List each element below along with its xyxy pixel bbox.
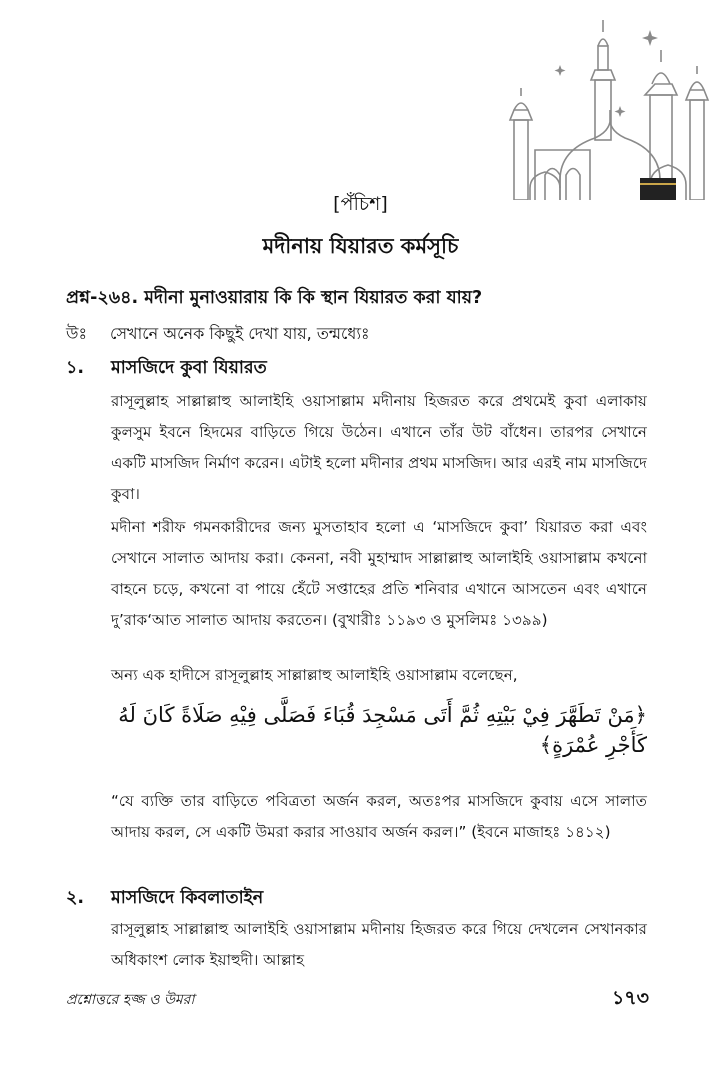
arabic-hadith: ﴿مَنْ تَطَهَّرَ فِيْ بَيْتِهِ ثُمَّ أَتَى مَسْجِدَ قُبَاءَ فَصَلَّى فِيْهِ صَلَاةً كَانَ لَهُ كَأَجْرِ عُمْرَةٍ﴾ bbox=[118, 703, 647, 757]
section-heading-1 bbox=[66, 355, 267, 384]
section-title-1: মাসজিদে কুবা যিয়ারত bbox=[111, 358, 267, 378]
section-title-2: মাসজিদে কিবলাতাইন bbox=[111, 888, 264, 908]
footer-book-title: প্রশ্নোত্তরে হজ্জ ও উমরা bbox=[66, 992, 195, 1008]
page-title: মদীনায় যিয়ারত কর্মসূচি bbox=[262, 234, 459, 258]
hadith-translation: “যে ব্যক্তি তার বাড়িতে পবিত্রতা অর্জন করল, অতঃপর মাসজিদে কুবায় এসে সালাত আদায় করল, সে একটি উমরা করার সাওয়াব অর্জন করল।” (ইবনে মাজাহঃ ১৪১২) bbox=[111, 792, 647, 841]
paragraph-4: রাসূলুল্লাহ সাল্লাল্লাহু আলাইহি ওয়াসাল্লাম মদীনায় হিজরত করে গিয়ে দেখলেন সেখানকার অধিকাংশ লোক ইয়াহুদী। আল্লাহ bbox=[111, 920, 647, 969]
mosque-illustration bbox=[500, 10, 716, 200]
paragraph-2: মদীনা শরীফ গমনকারীদের জন্য মুসতাহাব হলো এ ‘মাসজিদে কুবা’ যিয়ারত করা এবং সেখানে সালাত আদায় করা। কেননা, নবী মুহাম্মাদ সাল্লাল্লাহু আলাইহি ওয়াসাল্লাম কখনো বাহনে চড়ে, কখনো বা পায়ে হেঁটে সপ্তাহের প্রতি শনিবার এখানে আসতেন এবং এখানে দু’রাক‘আত সালাত আদায় করতেন। (বুখারীঃ ১১৯৩ ও মুসলিমঃ ১৩৯৯) bbox=[111, 518, 647, 629]
answer-label: উঃ bbox=[66, 324, 87, 343]
paragraph-3: অন্য এক হাদীসে রাসূলুল্লাহ সাল্লাল্লাহু আলাইহি ওয়াসাল্লাম বলেছেন, bbox=[111, 666, 518, 684]
chapter-label: [পঁচিশ] bbox=[333, 193, 388, 215]
footer-page-number: ১৭৩ bbox=[611, 987, 649, 1009]
answer-row bbox=[66, 321, 666, 348]
paragraph-1: রাসূলুল্লাহ সাল্লাল্লাহু আলাইহি ওয়াসাল্লাম মদীনায় হিজরত করে প্রথমেই কুবা এলাকায় কুলসুম ইবনে হিদমের বাড়িতে গিয়ে উঠেন। এখানে তাঁর উট বাঁধেন। তারপর সেখানে একটি মাসজিদ নির্মাণ করেন। এটাই হলো মদীনার প্রথম মাসজিদ। আর এরই নাম মাসজিদে কুবা। bbox=[111, 392, 647, 503]
section-heading-2 bbox=[66, 885, 263, 914]
answer-text: সেখানে অনেক কিছুই দেখা যায়, তন্মধ্যেঃ bbox=[110, 324, 370, 343]
section-number-2: ২. bbox=[66, 888, 85, 908]
section-number-1: ১. bbox=[66, 358, 85, 378]
question-text: প্রশ্ন-২৬৪. মদীনা মুনাওয়ারায় কি কি স্থান যিয়ারত করা যায়? bbox=[66, 288, 483, 308]
